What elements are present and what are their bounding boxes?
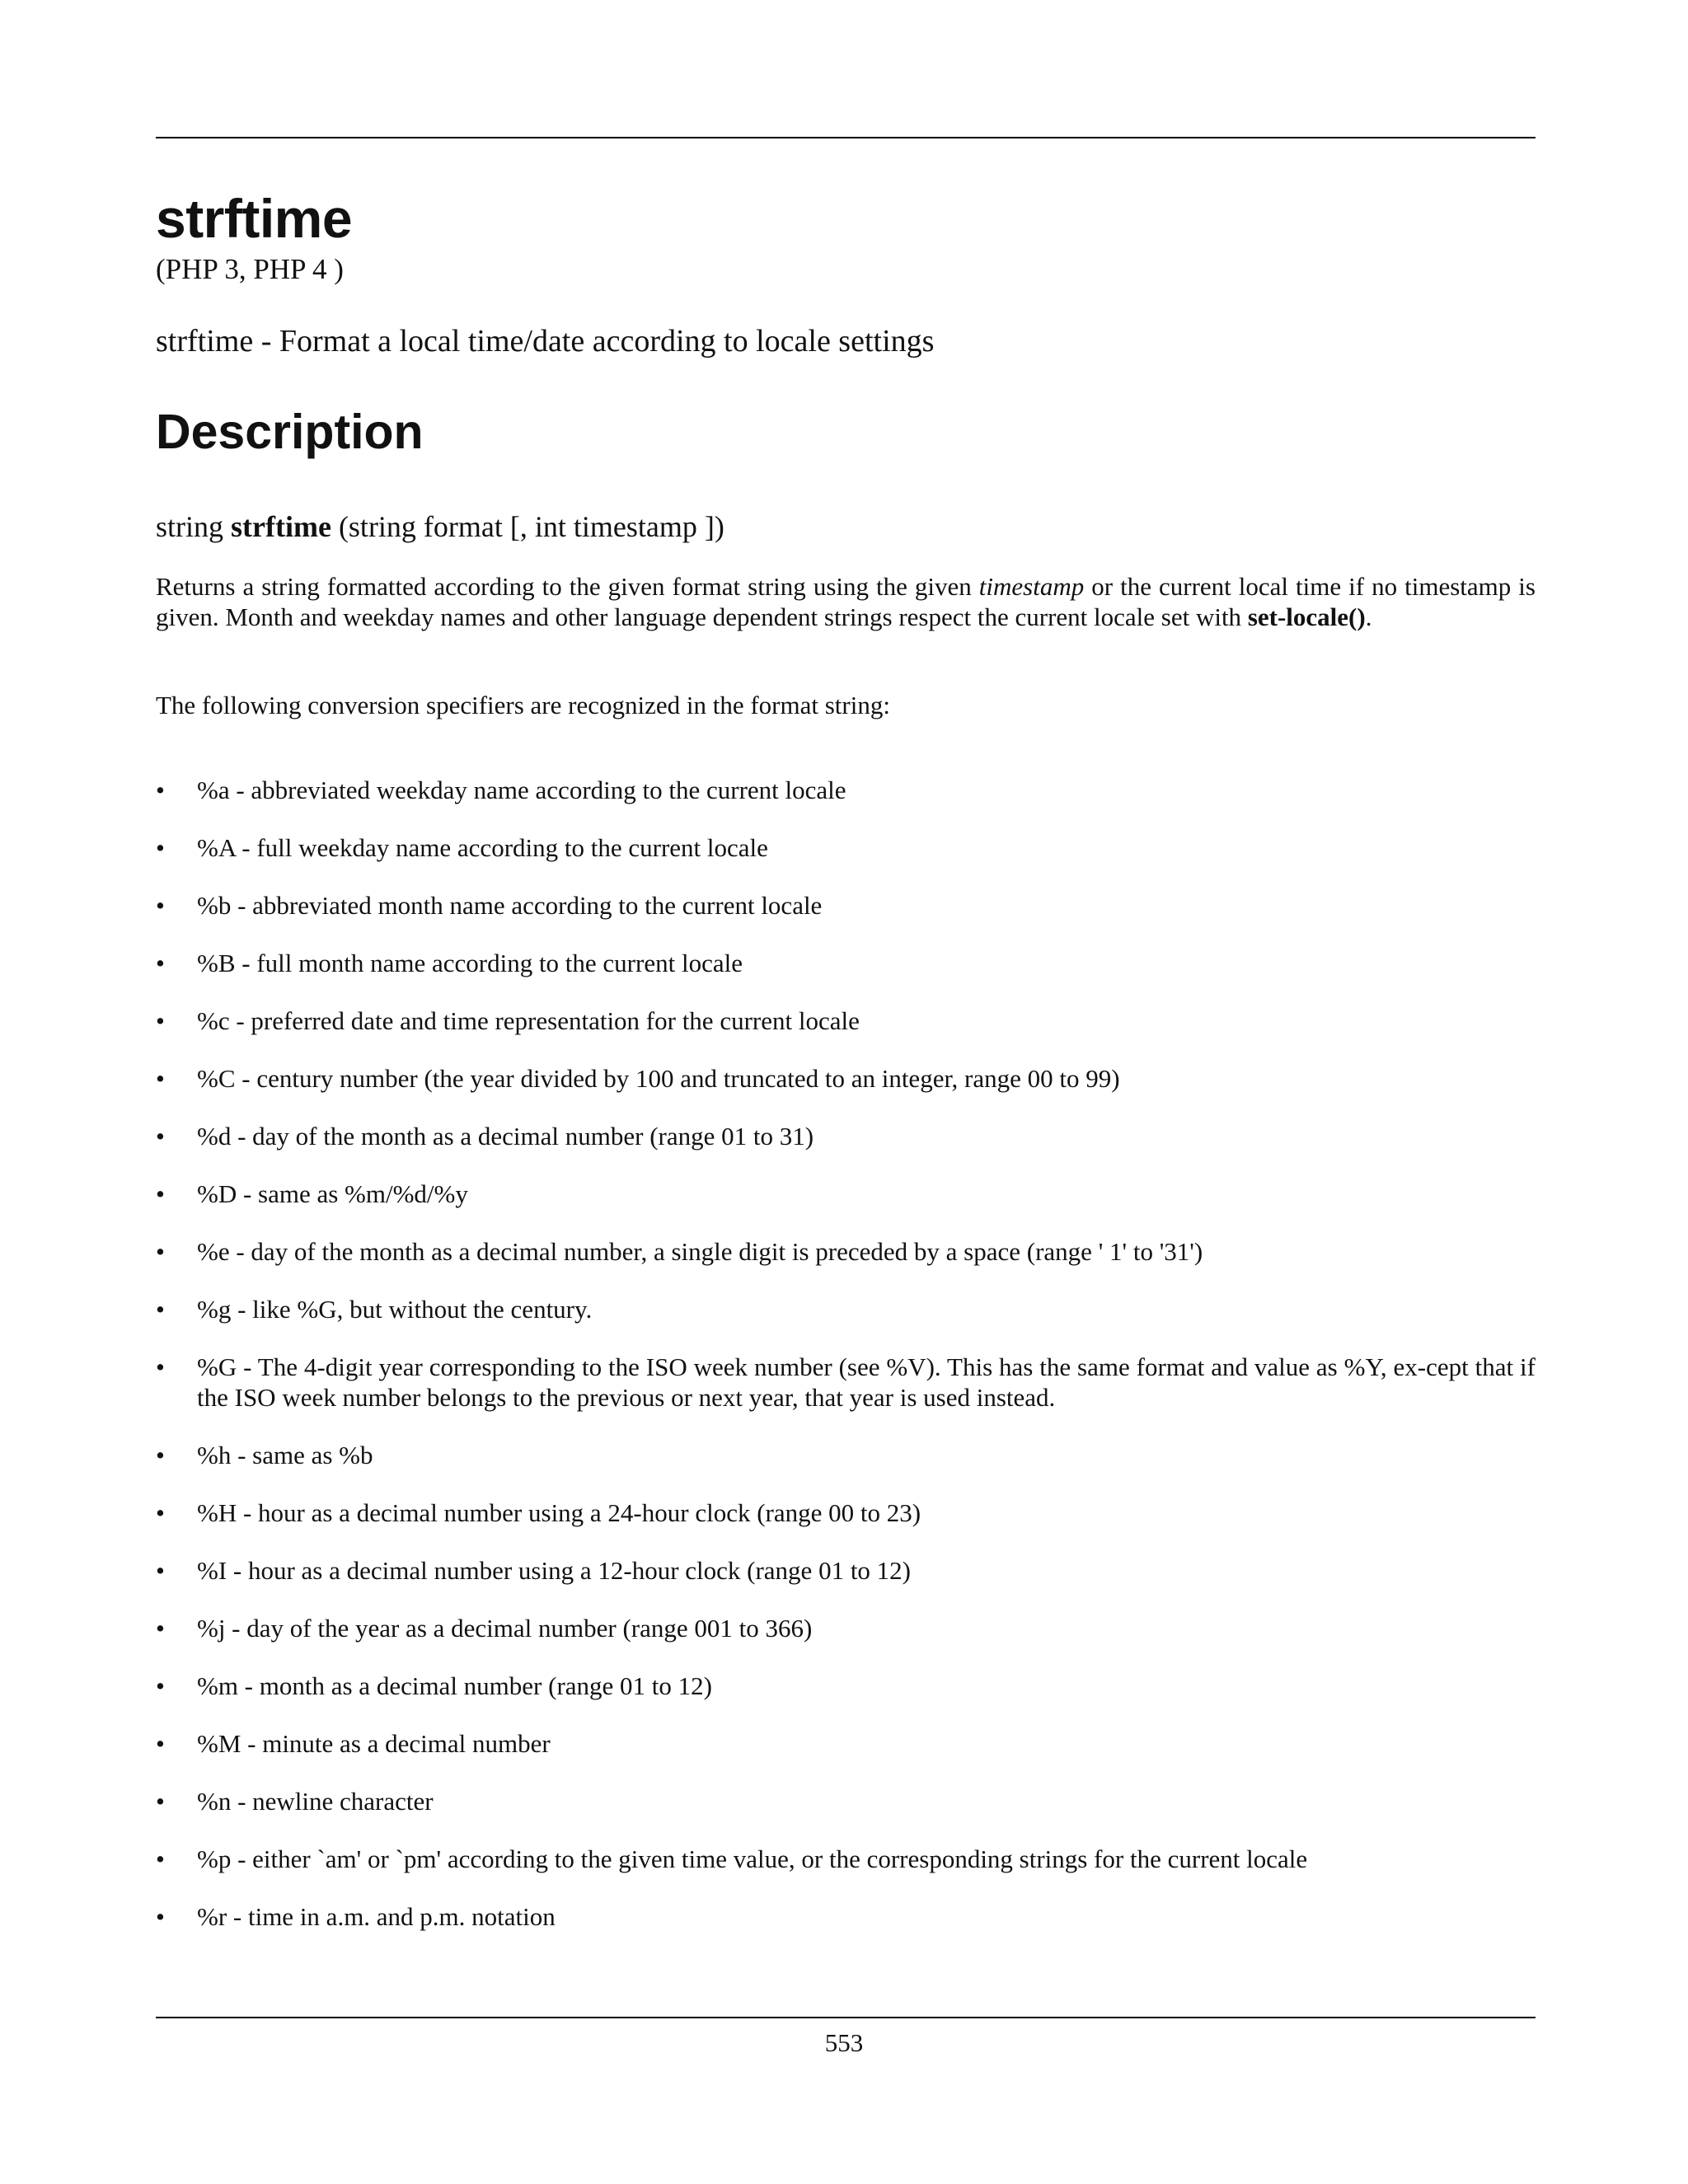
specifier-text: %B - full month name according to the current locale [197,949,743,977]
specifier-text: %M - minute as a decimal number [197,1729,551,1758]
list-item [156,1440,1536,1470]
specifier-text: %H - hour as a decimal number using a 24-hour clock (range 00 to 23) [197,1498,921,1527]
bullet: • [156,1844,165,1873]
list-item [156,1005,1536,1036]
list-item [156,1294,1536,1324]
list-item [156,1236,1536,1267]
bullet: • [156,833,165,862]
specifier-text: %C - century number (the year divided by 100 and truncated to an integer, range 00 to 99) [197,1064,1120,1093]
list-item [156,1352,1536,1413]
specifier-text: %g - like %G, but without the century. [197,1295,593,1324]
list-item [156,1063,1536,1094]
bullet: • [156,1556,165,1585]
synopsis-params: (string format [, int timestamp ]) [331,510,724,543]
timestamp-parameter: timestamp [978,572,1085,601]
specifier-text: %G - The 4-digit year corresponding to the ISO week number (see %V). This has the same format and value as %Y, ex-cept that if the ISO week number belongs to the previous or next year, that year is used instead. [197,1352,1536,1412]
list-item [156,890,1536,921]
specifier-text: %r - time in a.m. and p.m. notation [197,1902,556,1931]
list-item [156,948,1536,978]
list-item [156,1179,1536,1209]
page-title: strftime [156,188,353,249]
header-rule [156,137,1536,138]
bullet: • [156,776,165,804]
specifier-text: %c - preferred date and time representation for the current locale [197,1006,860,1035]
bullet: • [156,1352,165,1381]
specifier-text: %d - day of the month as a decimal number (range 01 to 31) [197,1122,814,1151]
returns-text-3: . [1365,602,1372,631]
specifier-text: %A - full weekday name according to the current locale [197,833,768,862]
php-versions: (PHP 3, PHP 4 ) [156,253,344,285]
bullet: • [156,1122,165,1151]
specifier-text: %m - month as a decimal number (range 01 to 12) [197,1671,712,1700]
specifiers-intro: The following conversion specifiers are recognized in the format string: [156,691,890,719]
synopsis-return-type: string [156,510,232,543]
bullet: • [156,891,165,920]
function-purpose [156,325,934,359]
setlocale-link[interactable]: set-locale() [1247,602,1366,631]
bullet: • [156,1902,165,1931]
list-item [156,1121,1536,1151]
list-item [156,1613,1536,1643]
bullet: • [156,1729,165,1758]
bullet: • [156,1237,165,1266]
specifier-list [156,775,1536,1959]
list-item [156,1728,1536,1759]
bullet: • [156,1614,165,1643]
bullet: • [156,1671,165,1700]
list-item [156,832,1536,863]
page-number: 553 [824,2028,864,2057]
bullet: • [156,1441,165,1469]
list-item [156,1671,1536,1701]
specifier-text: %I - hour as a decimal number using a 12-hour clock (range 01 to 12) [197,1556,912,1585]
refname-prefix: strftime - [156,324,279,359]
bullet: • [156,1787,165,1816]
list-item [156,1844,1536,1874]
specifier-text: %j - day of the year as a decimal number (range 001 to 366) [197,1614,813,1643]
bullet: • [156,1295,165,1324]
returns-paragraph [156,571,1536,632]
bullet: • [156,1064,165,1093]
bullet: • [156,1498,165,1527]
returns-text-1: Returns a string formatted according to the given format string using the given [156,572,979,601]
list-item [156,1555,1536,1586]
specifier-text: %b - abbreviated month name according to the current locale [197,891,823,920]
description-heading: Description [156,405,424,459]
returns-text-2: or the current local time if no timestamp is given. Month and weekday names and other language dependent strings respect the current locale set with [156,572,1536,631]
bullet: • [156,1179,165,1208]
list-item [156,1786,1536,1816]
specifier-text: %D - same as %m/%d/%y [197,1179,468,1208]
specifier-text: %p - either `am' or `pm' according to the given time value, or the corresponding strings for the current locale [197,1844,1308,1873]
list-item [156,1901,1536,1932]
synopsis-function-name: strftime [231,510,331,543]
refname-purpose: Format a local time/date according to locale settings [279,324,935,359]
list-item [156,1497,1536,1528]
bullet: • [156,949,165,977]
specifier-text: %n - newline character [197,1787,434,1816]
specifier-text: %h - same as %b [197,1441,373,1469]
bullet: • [156,1006,165,1035]
specifier-text: %a - abbreviated weekday name according to the current locale [197,776,846,804]
specifier-text: %e - day of the month as a decimal number, a single digit is preceded by a space (range ' 1' to '31') [197,1237,1203,1266]
function-synopsis [156,511,724,544]
list-item [156,775,1536,805]
